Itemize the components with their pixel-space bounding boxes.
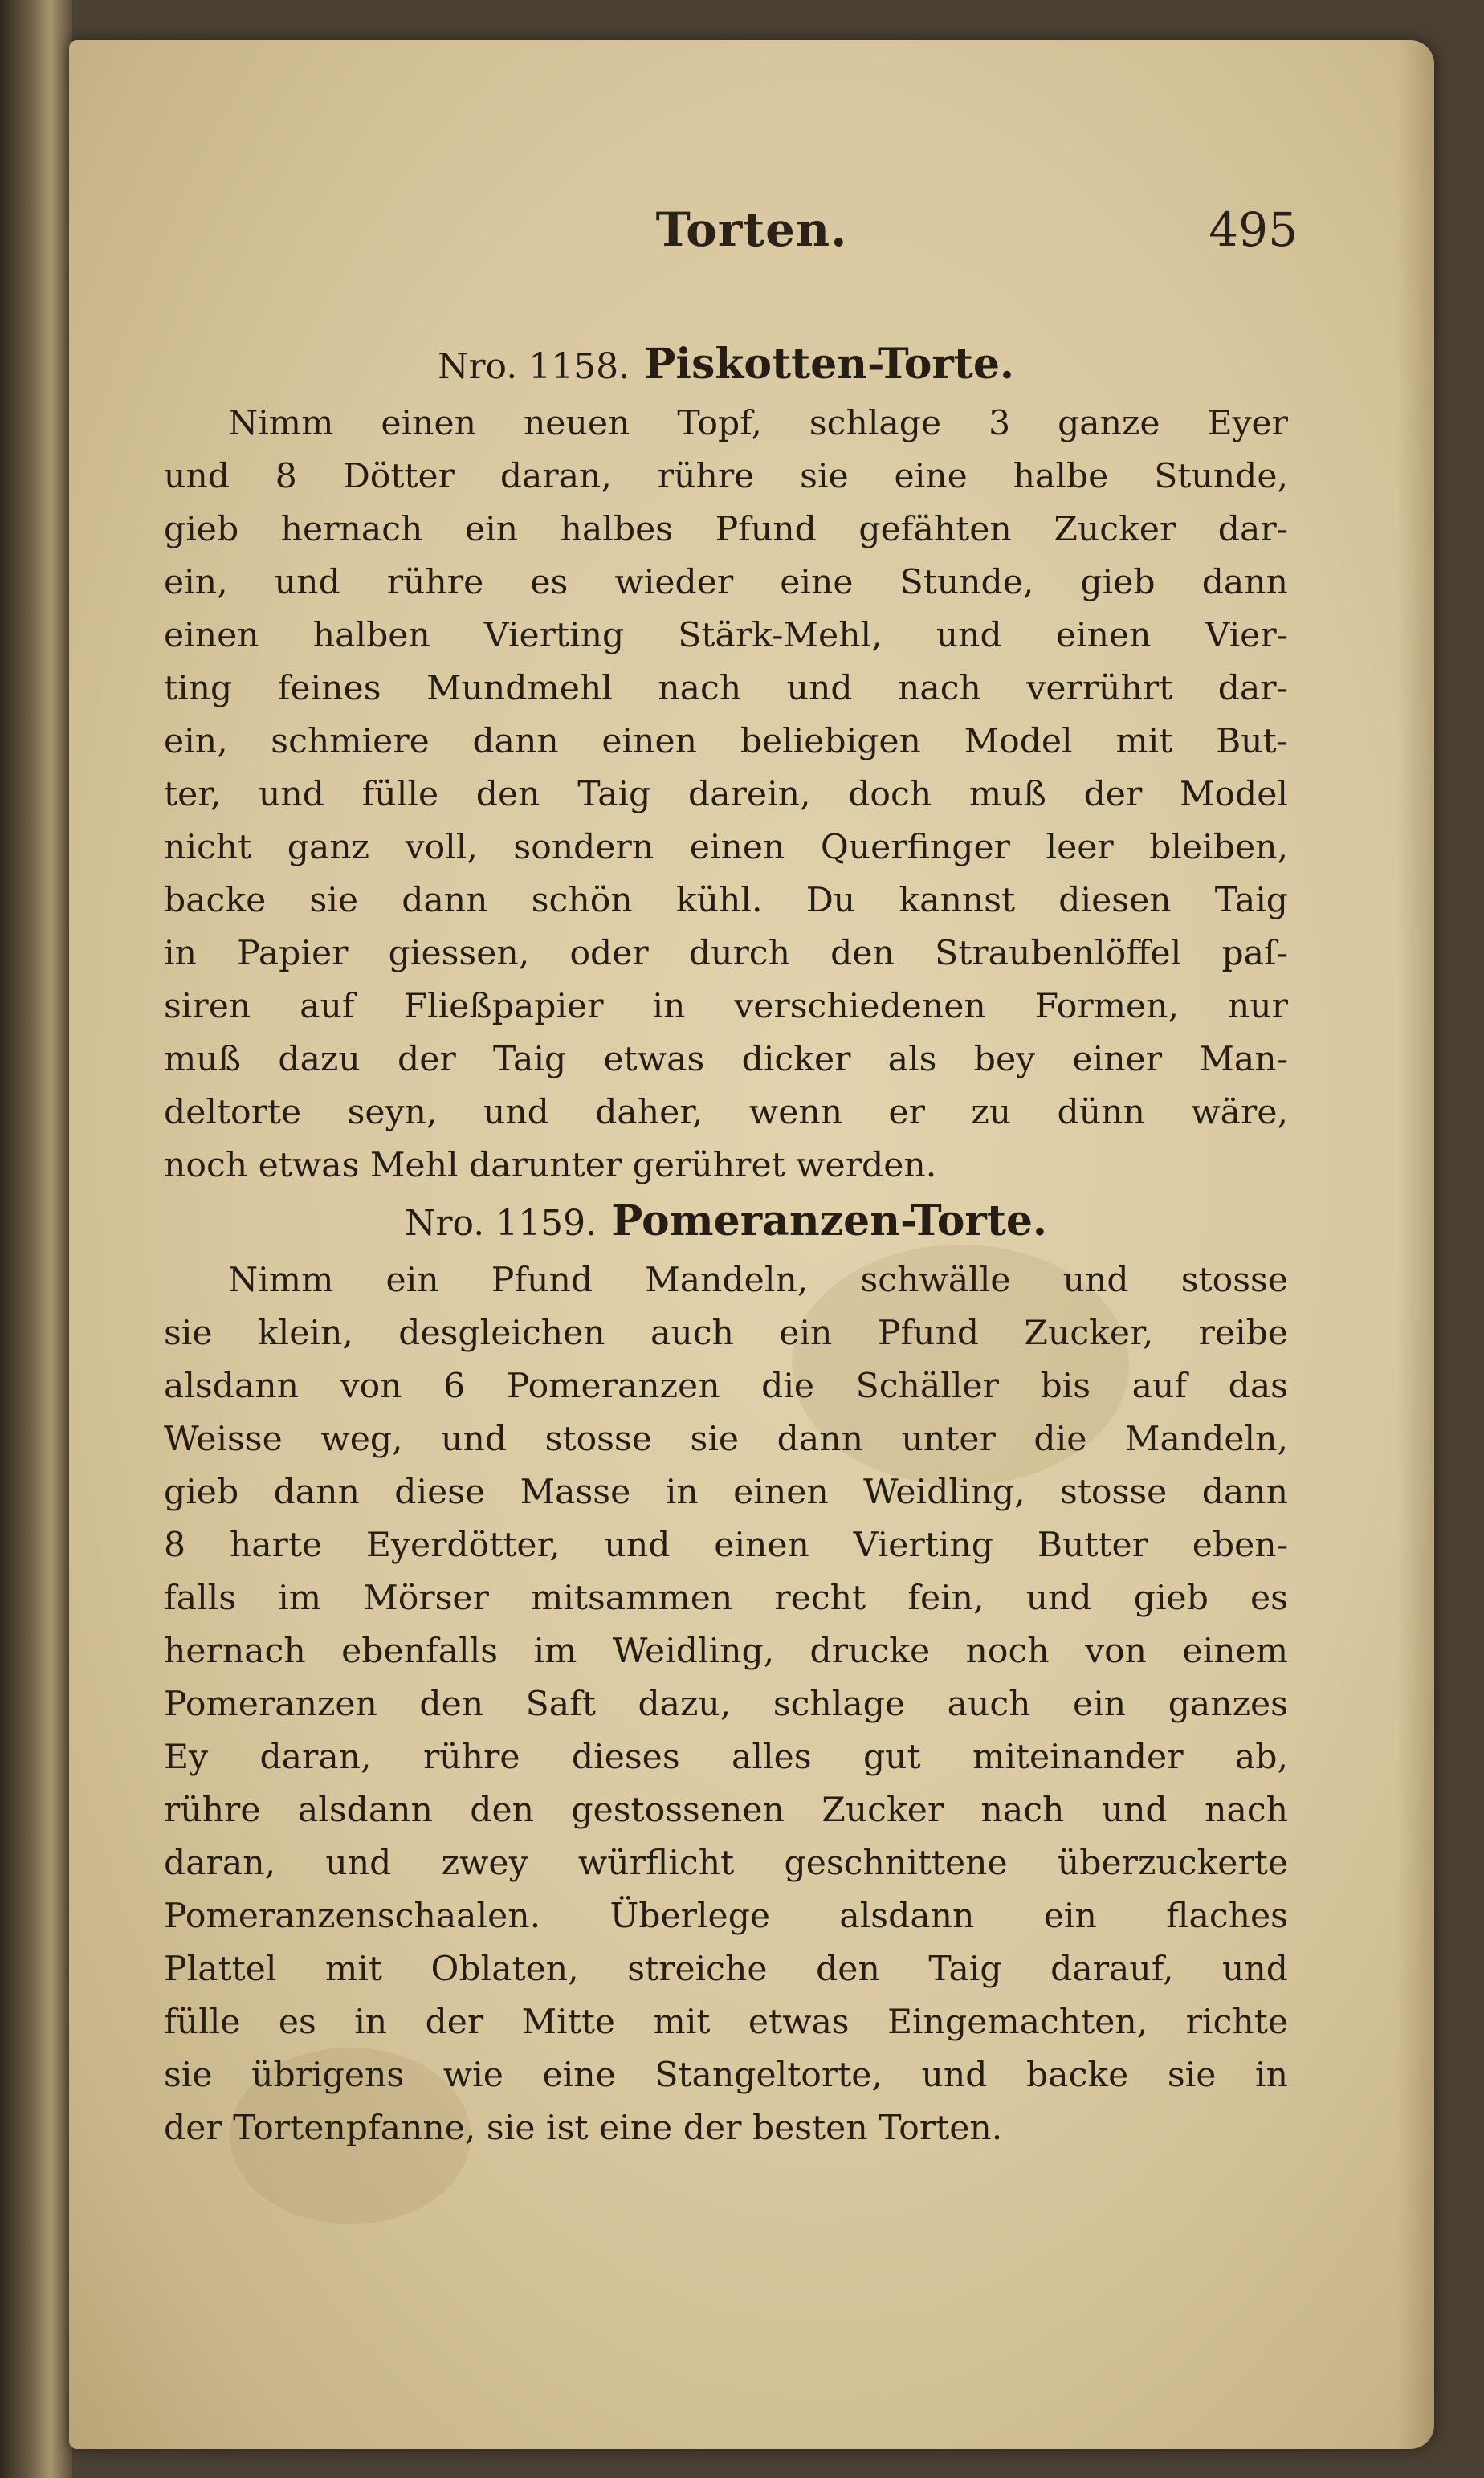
text-line: in Papier giessen, oder durch den Straubenlöffel paſ-: [164, 934, 1288, 973]
recipe-title-1158: [164, 336, 1288, 396]
text-line: Nimm ein Pfund Mandeln, schwälle und stosse: [228, 1261, 1288, 1300]
recipe-name: Piskotten-Torte.: [644, 340, 1015, 389]
text-line: rühre alsdann den gestossenen Zucker nach und nach: [164, 1791, 1288, 1830]
recipe-body-1159: [164, 1254, 1288, 2155]
text-line: Pomeranzen den Saft dazu, schlage auch ein ganzes: [164, 1685, 1288, 1724]
page-paper: [69, 40, 1434, 2449]
text-line: Ey daran, rühre dieses alles gut miteinander ab,: [164, 1738, 1288, 1777]
text-line: ein, und rühre es wieder eine Stunde, gieb dann: [164, 563, 1288, 602]
page-number: 495: [1209, 202, 1298, 257]
book-spine: [0, 0, 72, 2478]
recipe-body-1158: [164, 397, 1288, 1192]
text-line: sie übrigens wie eine Stangeltorte, und backe sie in: [164, 2056, 1288, 2095]
recipe-title-1159: [164, 1192, 1288, 1253]
text-line: ting feines Mundmehl nach und nach verrührt dar-: [164, 669, 1288, 708]
text-line: deltorte seyn, und daher, wenn er zu dünn wäre,: [164, 1093, 1288, 1132]
running-head: Torten.: [655, 202, 848, 257]
text-line: der Tortenpfanne, sie ist eine der besten Torten.: [164, 2109, 1003, 2148]
text-line: Nimm einen neuen Topf, schlage 3 ganze Eyer: [228, 404, 1288, 443]
text-line: sie klein, desgleichen auch ein Pfund Zucker, reibe: [164, 1314, 1288, 1353]
text-line: einen halben Vierting Stärk-Mehl, und einen Vier-: [164, 616, 1288, 655]
recipe-number: Nro. 1158.: [437, 346, 630, 387]
text-line: Weisse weg, und stosse sie dann unter die Mandeln,: [164, 1420, 1288, 1459]
text-line: falls im Mörser mitsammen recht fein, und gieb es: [164, 1579, 1288, 1618]
text-block: [164, 336, 1288, 2155]
text-line: siren auf Fließpapier in verschiedenen Formen, nur: [164, 987, 1288, 1026]
text-line: daran, und zwey würflicht geschnittene überzuckerte: [164, 1844, 1288, 1883]
recipe-number: Nro. 1159.: [404, 1203, 597, 1244]
text-line: Plattel mit Oblaten, streiche den Taig darauf, und: [164, 1950, 1288, 1989]
page-edge-shadow: [1397, 40, 1434, 2449]
page-header: [69, 202, 1434, 275]
text-line: muß dazu der Taig etwas dicker als bey einer Man-: [164, 1040, 1288, 1079]
text-line: backe sie dann schön kühl. Du kannst diesen Taig: [164, 881, 1288, 920]
text-line: hernach ebenfalls im Weidling, drucke noch von einem: [164, 1632, 1288, 1671]
text-line: ter, und fülle den Taig darein, doch muß der Model: [164, 775, 1288, 814]
text-line: gieb dann diese Masse in einen Weidling, stosse dann: [164, 1473, 1288, 1512]
text-line: 8 harte Eyerdötter, und einen Vierting Butter eben-: [164, 1526, 1288, 1565]
text-line: nicht ganz voll, sondern einen Querfinger leer bleiben,: [164, 828, 1288, 867]
text-line: und 8 Dötter daran, rühre sie eine halbe Stunde,: [164, 457, 1288, 496]
text-line: alsdann von 6 Pomeranzen die Schäller bis auf das: [164, 1367, 1288, 1406]
text-line: gieb hernach ein halbes Pfund gefähten Zucker dar-: [164, 510, 1288, 549]
text-line: fülle es in der Mitte mit etwas Eingemachten, richte: [164, 2003, 1288, 2042]
text-line: Pomeranzenschaalen. Überlege alsdann ein flaches: [164, 1897, 1288, 1936]
recipe-name: Pomeranzen-Torte.: [611, 1196, 1048, 1245]
text-line: ein, schmiere dann einen beliebigen Model mit But-: [164, 722, 1288, 761]
text-line: noch etwas Mehl darunter gerühret werden.: [164, 1146, 937, 1185]
